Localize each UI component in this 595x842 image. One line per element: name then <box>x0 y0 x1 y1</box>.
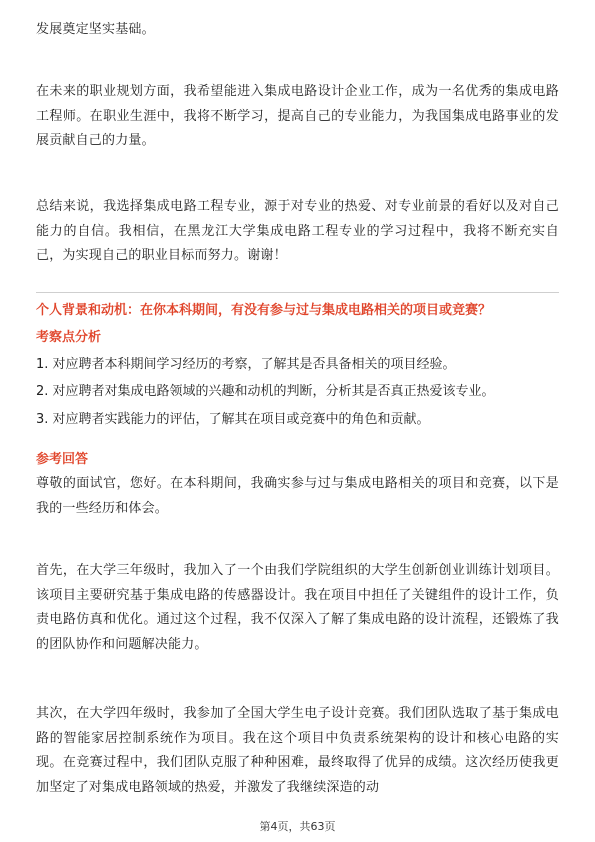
analysis-item: 3. 对应聘者实践能力的评估，了解其在项目或竞赛中的角色和贡献。 <box>36 412 430 427</box>
answer-paragraph-first: 首先，在大学三年级时，我加入了一个由我们学院组织的大学生创新创业训练计划项目。该项目主要研究基于集成电路的传感器设计。我在项目中担任了关键组件的设计工作，负责电路仿真和优化。通过这个过程，我不仅深入了解了集成电路的设计流程，还锻炼了我的团队协作和问题解决能力。 <box>36 563 559 652</box>
analysis-item: 2. 对应聘者对集成电路领域的兴趣和动机的判断，分析其是否真正热爱该专业。 <box>36 384 495 399</box>
analysis-item: 1. 对应聘者本科期间学习经历的考察，了解其是否具备相关的项目经验。 <box>36 357 456 372</box>
analysis-heading: 考察点分析 <box>36 330 102 345</box>
paragraph-summary: 总结来说，我选择集成电路工程专业，源于对专业的热爱、对专业前景的看好以及对自己能力的自信。我相信，在黑龙江大学集成电路工程专业的学习过程中，我将不断充实自己，为实现自己的职业目标而努力。谢谢！ <box>36 199 559 263</box>
page-number-footer: 第4页，共63页 <box>259 820 336 833</box>
question-heading: 个人背景和动机：在你本科期间，有没有参与过与集成电路相关的项目或竞赛？ <box>36 303 492 318</box>
paragraph-intro-end: 发展奠定坚实基础。 <box>36 22 155 37</box>
answer-paragraph-second: 其次，在大学四年级时，我参加了全国大学生电子设计竞赛。我们团队选取了基于集成电路的智能家居控制系统作为项目。我在这个项目中负责系统架构的设计和核心电路的实现。在竞赛过程中，我们团队克服了种种困难，最终取得了优异的成绩。这次经历使我更加坚定了对集成电路领域的热爱，并激发了我继续深造的动 <box>36 706 559 795</box>
answer-heading: 参考回答 <box>36 452 89 467</box>
section-divider <box>36 292 559 293</box>
paragraph-career-plan: 在未来的职业规划方面，我希望能进入集成电路设计企业工作，成为一名优秀的集成电路工程师。在职业生涯中，我将不断学习，提高自己的专业能力，为我国集成电路事业的发展贡献自己的力量。 <box>36 84 559 148</box>
answer-paragraph-greeting: 尊敬的面试官，您好。在本科期间，我确实参与过与集成电路相关的项目和竞赛，以下是我的一些经历和体会。 <box>36 476 559 516</box>
